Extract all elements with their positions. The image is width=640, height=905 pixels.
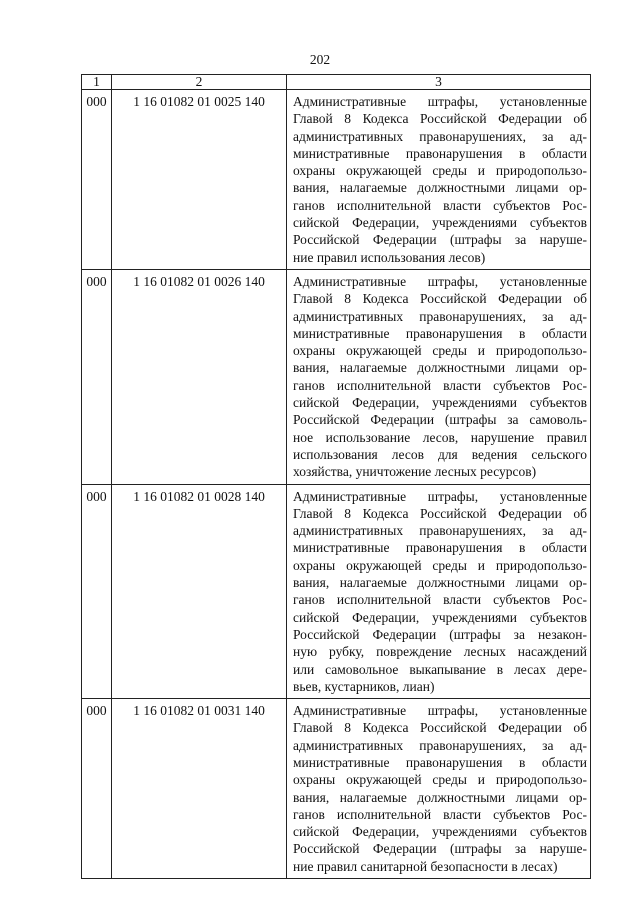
- description-line: министративные правонарушения в области: [293, 540, 587, 556]
- description-line: Российской Федерации (штрафы за незакон-: [293, 626, 587, 642]
- revenue-description-cell: [287, 90, 591, 270]
- description-line: вания, налагаемые должностными лицами ор-: [293, 180, 587, 196]
- description-line: охраны окружающей среды и природопользо-: [293, 772, 587, 788]
- description-line: сийской Федерации, учреждениями субъектов: [293, 215, 587, 231]
- description-line: использования лесов для ведения сельского: [293, 446, 587, 462]
- description-line: или самовольное выкапывание в лесах дере-: [293, 661, 587, 677]
- table-row: [82, 484, 591, 699]
- description-line: сийской Федерации, учреждениями субъектов: [293, 824, 587, 840]
- revenue-description-cell: [287, 699, 591, 879]
- description-line: Российской Федерации (штрафы за наруше-: [293, 232, 587, 248]
- description-line: Административные штрафы, установленные: [293, 273, 587, 289]
- description-line: ние правил использования лесов): [293, 249, 486, 265]
- description-line: Российской Федерации (штрафы за наруше-: [293, 841, 587, 857]
- description-line: ние правил санитарной безопасности в лесах): [293, 858, 558, 874]
- description-line: сийской Федерации, учреждениями субъектов: [293, 609, 587, 625]
- description-line: министративные правонарушения в области: [293, 145, 587, 161]
- description-line: вания, налагаемые должностными лицами ор-: [293, 575, 587, 591]
- description-line: Административные штрафы, установленные: [293, 703, 587, 719]
- column-header-3: 3: [287, 75, 591, 90]
- description-line: ганов исполнительной власти субъектов Рос-: [293, 377, 587, 393]
- table-header-row: [82, 75, 591, 90]
- description-line: хозяйства, уничтожение лесных ресурсов): [293, 464, 537, 480]
- description-line: Административные штрафы, установленные: [293, 488, 587, 504]
- description-line: охраны окружающей среды и природопользо-: [293, 343, 587, 359]
- description-line: Главой 8 Кодекса Российской Федерации об: [293, 720, 587, 736]
- budget-classification-code-cell: 1 16 01082 01 0026 140: [112, 269, 287, 484]
- admin-code-cell: 000: [82, 90, 112, 270]
- admin-code-cell: 000: [82, 269, 112, 484]
- description-line: административных правонарушениях, за ад-: [293, 523, 587, 539]
- column-header-1: 1: [82, 75, 112, 90]
- budget-classification-code-cell: 1 16 01082 01 0031 140: [112, 699, 287, 879]
- description-line: охраны окружающей среды и природопользо-: [293, 163, 587, 179]
- description-line: ганов исполнительной власти субъектов Рос-: [293, 592, 587, 608]
- description-line: ганов исполнительной власти субъектов Рос-: [293, 806, 587, 822]
- description-line: министративные правонарушения в области: [293, 325, 587, 341]
- description-line: сийской Федерации, учреждениями субъектов: [293, 395, 587, 411]
- table-row: [82, 269, 591, 484]
- description-line: административных правонарушениях, за ад-: [293, 737, 587, 753]
- description-line: административных правонарушениях, за ад-: [293, 308, 587, 324]
- description-line: административных правонарушениях, за ад-: [293, 128, 587, 144]
- description-line: вания, налагаемые должностными лицами ор-: [293, 360, 587, 376]
- description-line: министративные правонарушения в области: [293, 754, 587, 770]
- description-line: вьев, кустарников, лиан): [293, 678, 435, 694]
- revenue-description-cell: [287, 269, 591, 484]
- description-line: Главой 8 Кодекса Российской Федерации об: [293, 505, 587, 521]
- table-row: [82, 699, 591, 879]
- admin-code-cell: 000: [82, 699, 112, 879]
- description-line: Административные штрафы, установленные: [293, 94, 587, 109]
- budget-classification-code-cell: 1 16 01082 01 0028 140: [112, 484, 287, 699]
- description-line: ное использование лесов, нарушение правил: [293, 429, 587, 445]
- description-line: охраны окружающей среды и природопользо-: [293, 557, 587, 573]
- budget-code-table: [81, 74, 591, 879]
- budget-classification-code-cell: 1 16 01082 01 0025 140: [112, 90, 287, 270]
- column-header-2: 2: [112, 75, 287, 90]
- description-line: вания, налагаемые должностными лицами ор-: [293, 789, 587, 805]
- description-line: ную рубку, повреждение лесных насаждений: [293, 644, 587, 660]
- description-line: Главой 8 Кодекса Российской Федерации об: [293, 111, 587, 127]
- description-line: ганов исполнительной власти субъектов Рос-: [293, 197, 587, 213]
- table-row: [82, 90, 591, 270]
- admin-code-cell: 000: [82, 484, 112, 699]
- revenue-description-cell: [287, 484, 591, 699]
- page-number: 202: [309, 52, 331, 67]
- description-line: Главой 8 Кодекса Российской Федерации об: [293, 291, 587, 307]
- description-line: Российской Федерации (штрафы за самоволь-: [293, 412, 587, 428]
